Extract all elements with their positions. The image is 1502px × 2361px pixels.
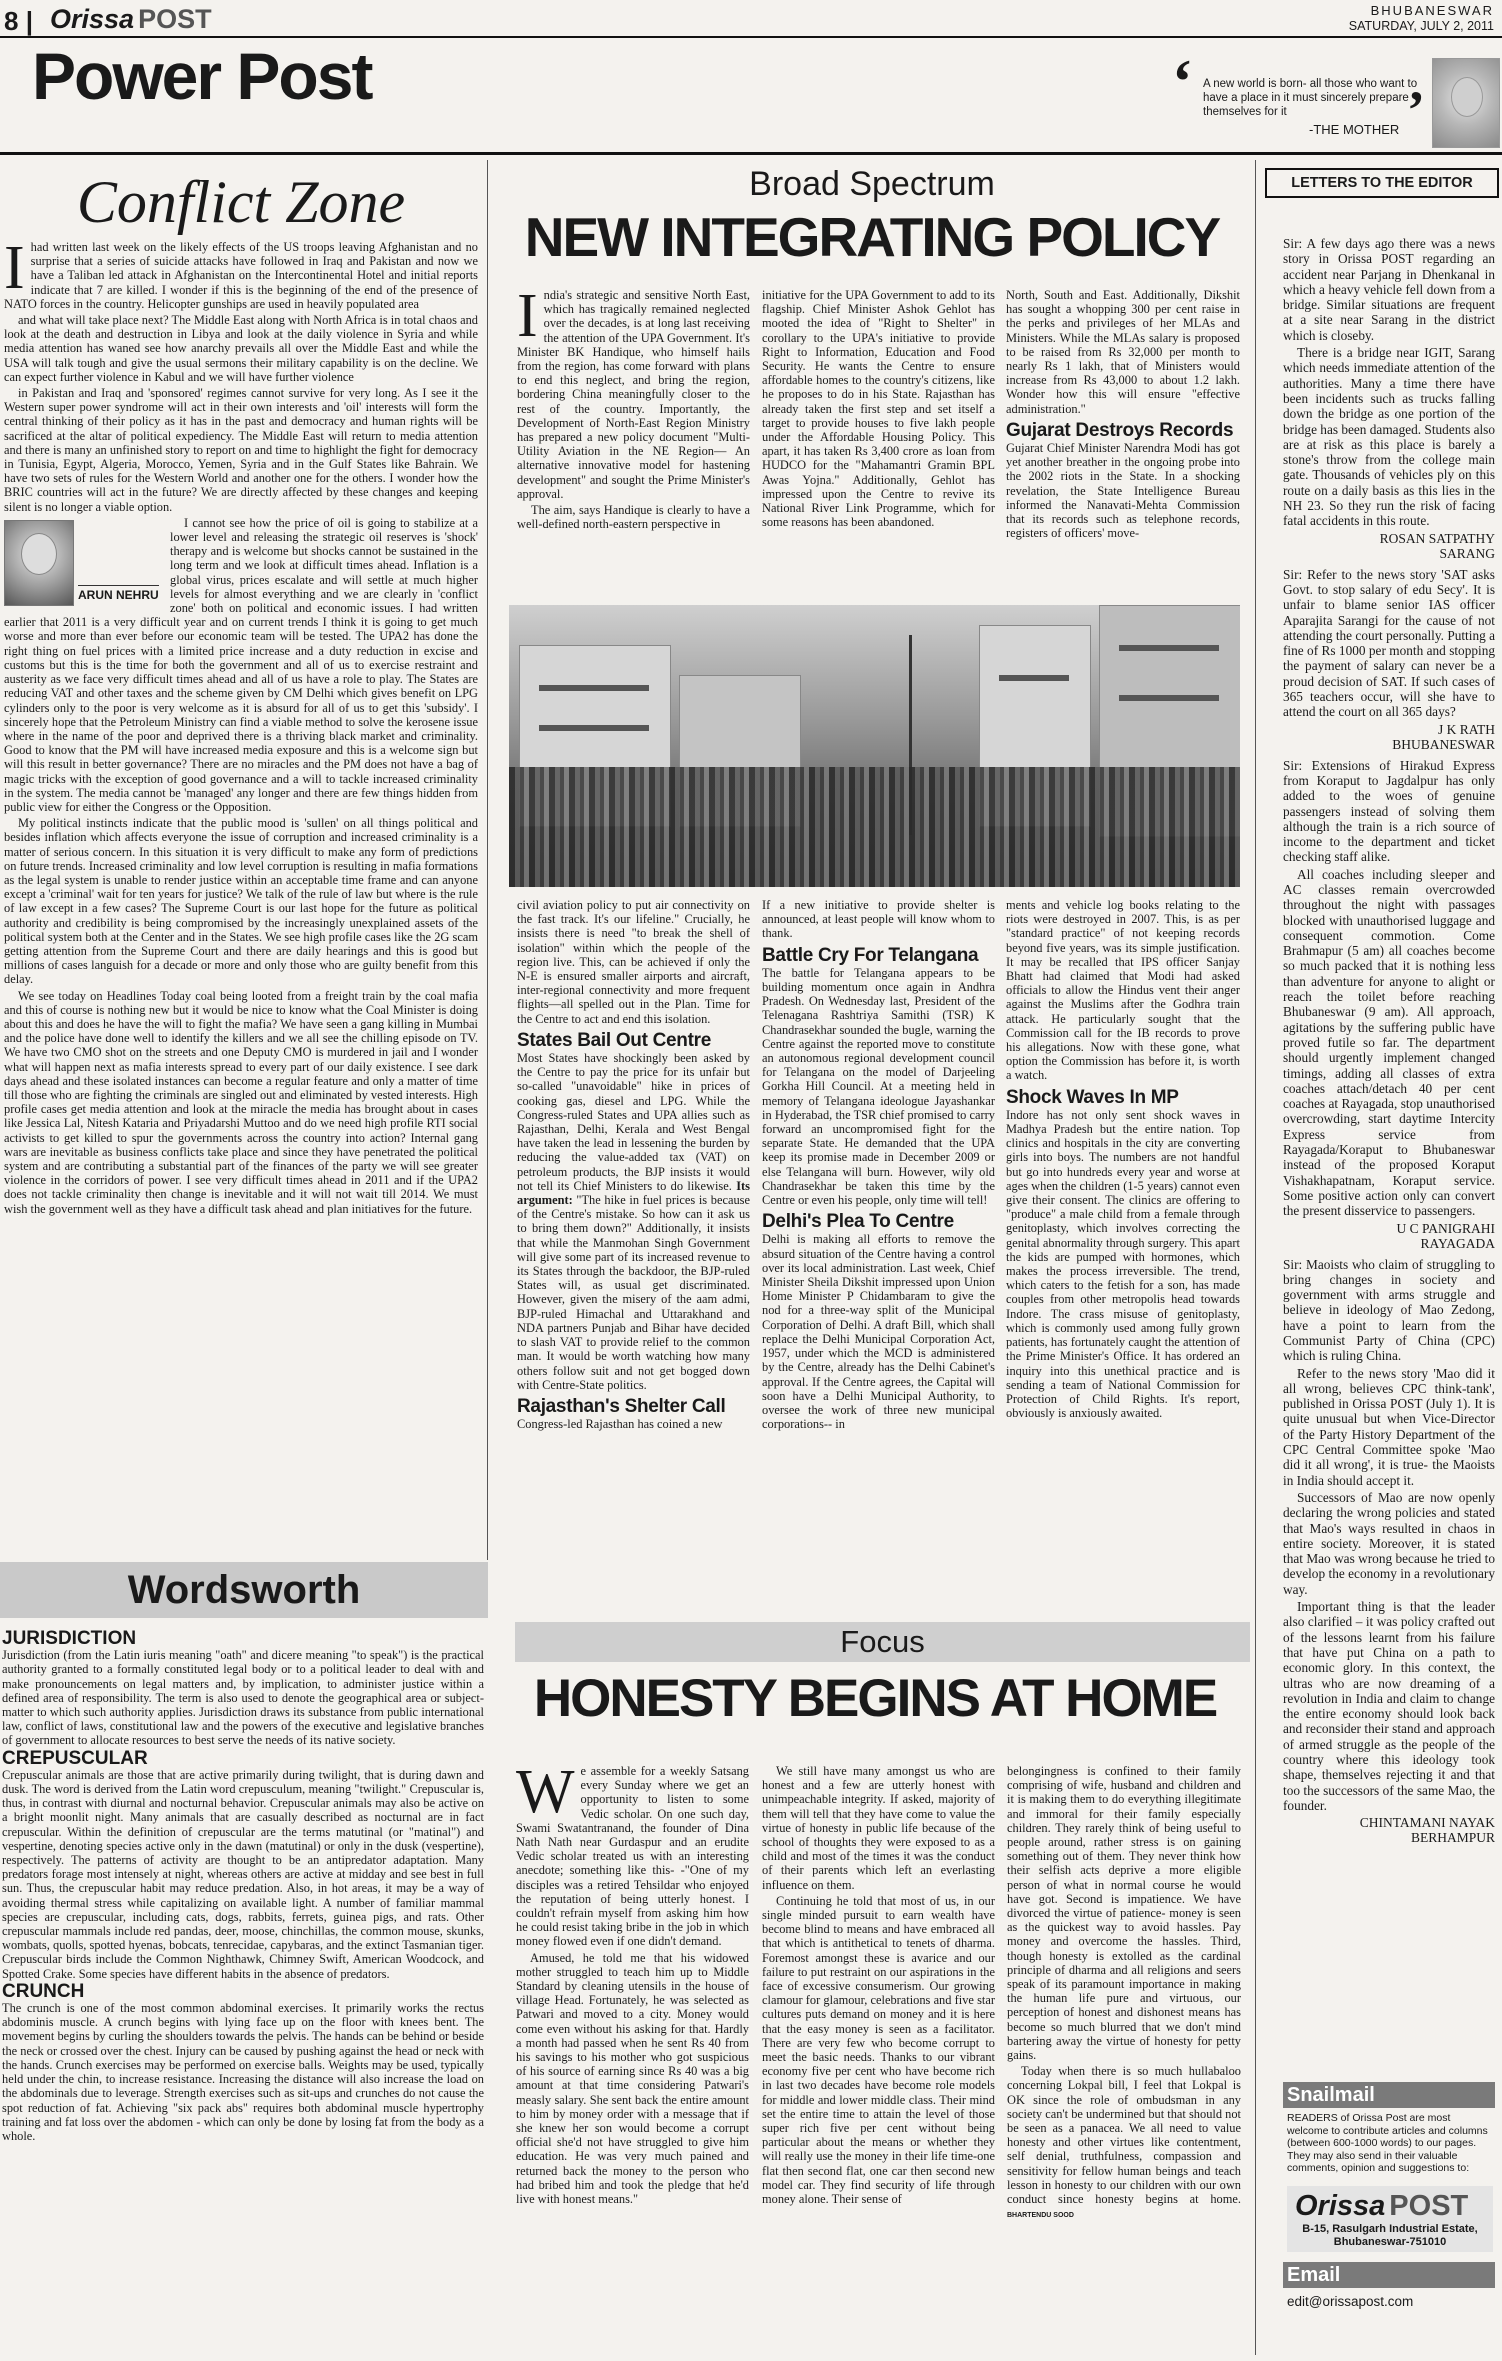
term-crepuscular: CREPUSCULAR (2, 1747, 148, 1769)
quote-author: -THE MOTHER (1309, 122, 1400, 137)
focus-col2: We still have many amongst us who are honest and a few are utterly honest with unimpeachable integrity. If asked, majority of them will tell that they have come to value the virtue of honesty in public life because of the school of thoughts they were exposed to as a child and most of the times it was the conduct of their parents which left an everlasting influence on them. Continuing he told that most of us, in our single minded pursuit to earn wealth have become blind to means and have embraced all that which is antithetical to tenets of dharma. Foremost amongst these is avarice and our failure to put restraint on our aspirations in the face of excessive consumerism. Our growing clamour for glamour, celebrations and five star cultures puts demand on money and it is here that the easy money is seen as a facilitator. There are very few who become corrupt to meet the basic needs. Thanks to our vibrant economy five per cent who have become rich in last two decades have become role models for middle and lower middle class. Their mind set the entire time to attain the level of those super rich five per cent without being particular about the means or whether they will really use the money in their life time-one flat then second flat, one car then second new model car. They find security of life through money alone. Their sense of (762, 1764, 995, 2207)
broad-lower-col3: ments and vehicle log books relating to the riots were destroyed in 2007. This, is as per "standard practice" of not keeping records beyond five years, was its simple justification. It may be recalled that IPS officer Sanjay Bhatt had claimed that Modi had asked officials to allow the Hindus vent their anger against the Muslims after the Godhra train attack. He particularly sought that the Commission call for the IB records to prove his allegations. Now with these gone, what option the Commission has before it, is worth a watch. Shock Waves In MP Indore has not only sent shock waves in Madhya Pradesh but the entire nation. Top clinics and hospitals in the city are converting girls into boys. The numbers are not handful but go into hundreds every year and worse at ages when the children (1-5 years) cannot even give their consent. The clinics are offering to "produce" a male child from a female through genitoplasty, which involves correcting the genital abnormality through surgery. This apart the kids are pumped with hormones, which makes the process irreversible. The trend, which caters to the fetish for a son, has made couples from other metropolis head towards Indore. The crass misuse of genitoplasty, which is commonly used among fully grown patients, has fortunately caught the attention of the Prime Minister's Office. It has ordered an inquiry into this unethical practice and is sending a team of National Commission for Protection of Child Rights. It's report, obviously is anxiously awaited. (1006, 898, 1240, 1421)
broad-col1: India's strategic and sensitive North East, which has tragically remained neglected over the decades, is at long last receiving the attention of the UPA Government. It's Minister BK Handique, who himself hails from the region, has come forward with plans to end this neglect, and bring the region, bordering China meaningfully closer to the rest of the country. Importantly, the Development of North-East Region Ministry has prepared a new policy document "Multi-Utility Aviation in the NE Region— An alternative innovative model for hastening development" and sought the Prime Minister's approval. The aim, says Handique is clearly to have a well-defined north-eastern perspective in (517, 282, 750, 532)
broad-lower-col1: civil aviation policy to put air connectivity on the fast track. It's our lifeline." Crucially, he insists there is need "to break the shell of isolation" within which the people of the region live. This, can be achieved if only the N-E is ensured smaller airports and aircraft, inter-regional connectivity and more frequent flights—all spelled out in the Plan. Time for the Centre to act and end this isolation. States Bail Out Centre Most States have shockingly been asked by the Centre to pay the price for its unfair but so-called "unavoidable" hike in prices of cooking gas, diesel and LPG. While the Congress-ruled States and UPA allies such as Rajasthan, Delhi, Kerala and West Bengal have taken the lead in lessening the burden by reducing the value-added tax (VAT) on petroleum products, the BJP insists it would not tell its Chief Ministers to do likewise. Its argument: "The hike in fuel prices is because of the Centre's mistake. So how can it ask us to bring them down?" Additionally, it insists that while the Manmohan Singh Government will give some part of its increased revenue to its States through the backdoor, the BJP-ruled States will, as usual get discriminated. However, given the misery of the aam admi, BJP-ruled Himachal and Uttarakhand and NDA partners Punjab and Bihar have decided to slash VAT to provide relief to the common man. It would be worth watching how many others follow suit and not get bogged down with Centre-State politics. Rajasthan's Shelter Call Congress-led Rajasthan has coined a new (517, 898, 750, 1432)
logo-italic: Orissa (50, 4, 135, 34)
header-bottom-rule (0, 152, 1502, 155)
column-divider (1255, 160, 1256, 2355)
date: SATURDAY, JULY 2, 2011 (1348, 19, 1494, 33)
subhead-shock: Shock Waves In MP (1006, 1086, 1179, 1108)
focus-col3: belongingness is confined to their family comprising of wife, husband and children and it is making them to do everything illegitimate and immoral for their family especially children. They rarely think of being useful to people around, rather stress is on gaining something out of them. They never think how their selfish acts deprive a more eligible person of what in normal course he would have got. Second is impatience. We have divorced the virtue of patience- money is seen as the quickest way to avoid hassles. Pay money and overcome the hassles. Third, though honesty is extolled as the cardinal principle of dharma and all religions and seers speak of its paramount importance in making the human life pure and virtuous, our perception of honest and dishonest means has become so much blurred that we don't mind bartering away the virtue of honesty for petty gains. Today when there is so much hullabaloo concerning Lokpal bill, I feel that Lokpal is OK since the role of ombudsman in any society can't be undermined but that should not be seen as a panacea. We all need to value honesty and other virtues like contentment, self denial, truthfulness, compassion and sensitivity for fellow human beings and teach lesson in honesty to our children with our own conduct since honesty begins at home. BHARTENDU SOOD (1007, 1764, 1241, 2220)
page-number: 8 | (4, 6, 33, 36)
focus-headline: HONESTY BEGINS AT HOME (533, 1669, 1217, 1728)
the-mother-photo (1432, 58, 1500, 148)
focus-author: BHARTENDU SOOD (1007, 2212, 1074, 2220)
broad-col2: initiative for the UPA Government to add to its flagship. Chief Minister Ashok Gehlot has mooted the idea of "Right to Shelter" in corollary to the UPA's initiative to provide Right to Information, Education and Food Security. He wants the Centre to ensure affordable homes to the country's citizens, like he proposes to do in his State. Rajasthan has already taken the first step and set itself a target to provide houses to five lakh people under the Affordable Housing Policy. This apart, it has taken Rs 3,400 crore as loan from HUDCO for the "Mahamantri Gramin BPL Awas Yojna." Additionally, Gehlot has impressed upon the Centre to revive its National River Link Programme, which for some reasons has been abandoned. (762, 288, 995, 530)
letter-1: Sir: A few days ago there was a news story in Orissa POST regarding an accident near Parjang in Dhenkanal in which a heavy vehicle fell down from a bridge. Similar situations are frequent at a site near Sarang in the district which is closeby. There is a bridge near IGIT, Sarang which needs immediate attention of the authorities. Many a time there have been incidents such as trucks falling down the bridge as one portion of the bridge has been damaged. Students also are at risk as this place is barely a stone's throw from the college main gate. Thousands of vehicles ply on this route on a daily basis as this lies in the NH 23. So they run the risk of facing fatal accidents in this route. ROSAN SATPATHY SARANG (1283, 236, 1495, 561)
broad-kicker: Broad Spectrum (749, 165, 995, 203)
quote-mark-close: ’ (1407, 80, 1425, 140)
subhead-gujarat: Gujarat Destroys Records (1006, 419, 1234, 441)
letters-title: LETTERS TO THE EDITOR (1265, 168, 1499, 198)
wordsworth-body (2, 1628, 484, 2145)
wordsworth-title: Wordsworth (127, 1568, 361, 1612)
email-link[interactable]: edit@orissapost.com (1287, 2294, 1414, 2309)
city: BHUBANESWAR (1370, 3, 1494, 18)
article-title: Conflict Zone (76, 169, 406, 235)
column-divider (487, 160, 488, 1560)
focus-col1: We assemble for a weekly Satsang every Sunday where we get an opportunity to listen to some Vedic scholar. On one such day, Swami Swatantranand, the founder of Dina Nath Nath near Gurdaspur and an erudite Vedic scholar treated us with an interesting anecdote; something like this- -"One of my disciples was a retired Tehsildar who enjoyed the reputation of being utterly honest. I couldn't refrain myself from asking him how he could resist taking bribe in the job in which money flowed even if one didn't demand. Amused, he told me that his widowed mother struggled to teach him up to Middle Standard by cleaning utensils in the house of village Head. Fortunately, he was selected as Patwari and moved to a city. Money would come even without his asking for that. Hardly a month had passed when he sent Rs 40 from his savings to his mother who got suspicious of his source of earning since Rs 40 was a big amount at that time considering Patwari's measly salary. She sent back the entire amount to him by money order with a message that if she knew her son would become a corrupt official she'd not have struggled to give him education. He was very much pained and returned back the money to the person who had bribed him and took the pledge that he'd live with honest means." (516, 1758, 749, 2207)
street-photo (509, 605, 1240, 887)
broad-lower-col2: If a new initiative to provide shelter is announced, at least people will know whom to thank. Battle Cry For Telangana The battle for Telangana appears to be building momentum once again in Andhra Pradesh. On Wednesday last, President of the Telenagana Rashtriya Samithi (TSR) K Chandrasekhar sounded the bugle, warning the Centre against the reported move to constitute an autonomous regional development council for Telangana on the model of Darjeeling Gorkha Hill Council. At a meeting held in memory of Telangana ideologue Jayashankar in Hyderabad, the TSR chief promised to carry forward an uncompromised fight for the separate State. He demanded that the UPA keep its promise made in December 2009 or else Telangana will burn. However, wily old Chandrasekhar be taken this time by the Centre or even his people, only time will tell! Delhi's Plea To Centre Delhi is making all efforts to remove the absurd situation of the Centre having a control over its local administration. Last week, Chief Minister Sheila Dikshit impressed upon Union Home Minister P Chidambaram to give the nod for a three-way split of the Municipal Corporation of Delhi. A draft Bill, which shall replace the Delhi Municipal Corporation Act, 1957, under which the MCD is administered by the Centre, already has the Delhi Cabinet's approval. If the Centre agrees, the Capital will soon have a Delhi Municipal Authority, to oversee the work of three new municipal corporations-- in (762, 898, 995, 1432)
definition: Crepuscular animals are those that are active primarily during twilight, that is during dawn and dusk. The word is derived from the Latin word crepusculum, meaning "twilight." Crepuscular is, thus, in contrast with diurnal and nocturnal behavior. Crepuscular animals may also be active on a bright moonlit night. Many animals that are casually described as nocturnal are in fact crepuscular. Within the definition of crepuscular are the terms matutinal (or "matinal") and vespertine, denoting species active only in the dawn (matutinal) or only in the dusk (vespertine), respectively. The patterns of activity are thought to be an antipredator adaptation. Many predators forage most intensely at night, whereas others are active at midday and see best in full sun. Thus, the crepuscular habit may reduce predation. Also, in hot areas, it may be a way of avoiding thermal stress while capitalizing on available light. A number of familiar mammal species are crepuscular, including cats, dogs, rabbits, ferrets, guinea pigs, and rats. Other crepuscular mammals include red pandas, deer, moose, chinchillas, the common mouse, skunks, wombats, quolls, spotted hyenas, bobcats, tenrecidae, capybaras, and the extinct Tasmanian tiger. Crepuscular birds include the Common Nighthawk, Chimney Swift, American Woodcock, and Spotted Crake. Some species have different habits in the absence of predators. (2, 1767, 484, 1981)
section-title: Power Post (32, 39, 372, 113)
address-box (1287, 2186, 1493, 2252)
letter-3: Sir: Extensions of Hirakud Express from Koraput to Jagdalpur has only added to the woes of genuine passengers instead of solving them although the train is a rich source of income to the department and ticket checking staff alike. All coaches including sleeper and AC classes remain overcrowded throughout the night with passages blocked with unauthorised luggage and consequent commotion. Come Brahmapur (5 am) all coaches become so much packed that it is nothing less than adventure for anyone to alight or reach the toilet before reaching Bhubaneswar (9 am). All approach, agitations by the suffering public have proved futile so far. The department should urgently implement changed timings, adding all classes of extra coaches attach/detach 40 per cent coaches at Rayagada, stop unauthorised overcrowding, start daytime Intercity Express service from Rayagada/Koraput to Bhubaneswar instead of the proposed Koraput Vishakhapatnam, Koraput service. Some positive action only can convert the present disservice to passengers. U C PANIGRAHI RAYAGADA (1283, 757, 1495, 1251)
dropcap: I (517, 282, 538, 350)
definition: Jurisdiction (from the Latin iuris meaning "oath" and dicere meaning "to speak") is the practical authority granted to a formally constituted legal body or to a political leader to deal with and make pronouncements on legal matters and, by implication, to administer justice within a defined area of responsibility. The term is also used to denote the geographical area or subject-matter to which such authority applies. Jurisdiction draws its substance from public international law, conflict of laws, constitutional law and the powers of the executive and legislative branches of government to allocate resources to best serve the needs of its native society. (2, 1648, 484, 1748)
term-crunch: CRUNCH (2, 1980, 85, 2002)
author-photo (4, 520, 74, 606)
quote-mark-open: ‘ (1172, 48, 1193, 116)
subhead-rajasthan: Rajasthan's Shelter Call (517, 1395, 726, 1417)
subhead-states: States Bail Out Centre (517, 1029, 712, 1051)
quote-text: A new world is born- all those who want to have a place in it must sincerely prepare themselves for it (1203, 78, 1418, 118)
paper-logo: Orissa POST (1295, 2190, 1469, 2222)
snailmail-text: READERS of Orissa Post are most welcome to contribute articles and columns (between 600-1000 words) to our pages. They may also send in their valuable comments, opinion and suggestions to: (1287, 2112, 1488, 2174)
broad-col3: North, South and East. Additionally, Dikshit has sought a whopping 300 per cent raise in the perks and privileges of her MLAs and Ministers. While the MLAs salary is proposed to be raised from Rs 32,000 per month to nearly Rs 1 lakh, that of Ministers would increase from Rs 43,000 to about 1.2 lakh. Wonder how this will ensure "effective administration." Gujarat Destroys Records Gujarat Chief Minister Narendra Modi has got yet another breather in the ongoing probe into the 2002 riots in the State. In a shocking revelation, the State Intelligence Bureau informed the Nanavati-Mehta Commission that its records such as telephone records, registers of officers' move- (1006, 288, 1240, 541)
author-name: ARUN NEHRU (78, 585, 159, 602)
letter-2: Sir: Refer to the news story 'SAT asks Govt. to stop salary of edu Secy'. It is unfair to blame senior IAS officer Aparajita Sarangi for the cause of not attending the court personally. Putting a fine of Rs 1000 per month and stopping the payment of salary can never be a proud decision of SAT. If such cases of 365 teachers occur, will she have to attend the court on all 365 days? J K RATH BHUBANESWAR (1283, 566, 1495, 752)
dropcap: I (4, 234, 25, 302)
focus-banner (515, 1622, 1250, 1662)
email-title: Email (1283, 2262, 1495, 2288)
wordsworth-banner (0, 1562, 488, 1618)
conflict-zone-article (0, 160, 482, 1555)
broad-headline: NEW INTEGRATING POLICY (524, 206, 1220, 268)
term-jurisdiction: JURISDICTION (2, 1628, 137, 1649)
subhead-delhi: Delhi's Plea To Centre (762, 1211, 954, 1233)
dropcap: W (516, 1758, 575, 1826)
focus-kicker: Focus (840, 1624, 925, 1659)
paper-logo-small (50, 4, 212, 35)
author-box (4, 520, 162, 610)
article-body: Ihad written last week on the likely effects of the US troops leaving Afghanistan and no surprise that a series of suicide attacks have followed in Iraq and Pakistan and now we have a Taliban led attack in Afghanistan on the Intercontinental Hotel and initial reports indicate that 7 are killed. I wonder if this is the beginning of the end of the presence of NATO forces in the country. Helicopter gunships are used in heavily populated area and what will take place next? The Middle East along with North Africa is in total chaos and look at the death and destruction in Libya and look at the daily violence in Syria and while media attention has waned see how anarchy prevails all over the Middle East and while the USA will talk tough and give the usual sermons their military capability is on the decline. We can expect further violence in Kabul and we will have further violence in Pakistan and Iraq and 'sponsored' regimes cannot survive for very long. As I see it the Western super power syndrome will act in their own interests and 'oil' interests will form the central thinking of their policy as it has in the past and democracy and human rights will be sacrificed at the altar of political expediency. The Middle East will return to media attention and there is many an unfinished story to report on and time to highlight the fight for democracy in Tunisia, Egypt, Algeria, Morocco, Yemen, Syria and in the Gulf States like Bahrain. We have two sets of rules for the Western World and another one for the others. I wonder how the BRIC countries will act in the future? We are directly affected by these changes and keeping silent is no longer a viable option. ARUN NEHRU I cannot see how the price of oil is going to stabilize at a lower level and releasing the strategic oil reserves is 'shock' therapy and is welcome but shocks cannot be sustained in the long term and we look at difficult times ahead. Inflation is a global virus, prices escalate and will settle at much higher levels for almost everything and we are clearly in 'conflict zone' both on political and economic issues. I had written earlier that 2011 is a very difficult year and on current trends I think it is going to get much worse and more than ever before our economic team will be tested. The UPA2 has done the right thing on fuel prices with a limited price increase and a duty reduction in excise and customs but this is the time for both the government and all of us to exercise restraint and austerity as we face very difficult times ahead and all of us have a role to play. The States are reducing VAT and other taxes and the scheme given by CM Delhi which gives benefit on LPG cylinders only to the poor is very welcome as it is absurd for all of us to get this 'subsidy'. I sincerely hope that the Petroleum Ministry can find a viable method to solve the kerosene issue where in the name of the poor and deprived there is a thriving black market and criminality. Good to know that the PM will have increased media exposure and this is a welcome sign but will this result in better governance? There are no miracles and the PM does not have a bag of magic tricks with the exception of good governance and a will to tackle increased criminality in the system. The media cannot be 'managed' any longer and there are few things hidden from public view for either the Congress or the Opposition. My political instincts indicate that the public mood is 'sullen' on all things political and besides inflation which affects everyone the issue of corruption and increased criminality is a matter of serious concern. In this situation it is very difficult to make any form of predictions on future trends. Increased criminality and low level corruption is resulting in mafia formations as the legal system is unable to render justice within an acceptable time frame and can anyone except a 'criminal' wait for ten years for justice? We talk of the rule of law but where is the rule of law except in a few cases? The Supreme Court is our last hope for the future as political authority and credibility is being compromised by the increasingly unexplained assets of the political system both at the Center and in the States. We see high profile cases like the 2G scam getting attention from the Supreme Court and there are daily hearings and this is good but millions of cases languish for a decade or more and only those who are guilty benefit from this delay. We see today on Headlines Today coal being looted from a freight train by the coal mafia and this of course is nothing new but it would be nice to know what the Coal Minister is doing about this and does he have the will to fight the mafia? We have seen a gang killing in Mumbai and the police have done well to identify the killers and we all see the chilling episode on TV. We have two CMO shot on the streets and one Deputy CMO is murdered in jail and I wonder what will happen next as mafia interests spread to every part of our daily existence. I see dark days ahead and these isolated instances can become a regular feature and only a matter of time till those who are fighting the criminals are singled out and eliminated by vested interests. High profile cases get media attention and look at the miracle the media has brought about in cases like Jessica Lal, Nitesh Kataria and Priyadarshi Muttoo and do we need high profile RTI social activists to get killed to spur the governments across the country into action? Internal gang wars are inevitable as business conflicts take place and since they have penetrated the political system and are contributing a substantial part of the finances of the party we will see greater violence in the corridors of power. I see very difficult times ahead in 2011 and if the UPA2 does not tackle criminality then change is inevitable and it will not wait till 2014. We must wish the government well as they have a difficult task ahead and plan initiatives for the future. (4, 234, 478, 1216)
subhead-telangana: Battle Cry For Telangana (762, 944, 979, 966)
letter-4: Sir: Maoists who claim of struggling to bring changes in society and government with arms struggle and believe in ideology of Mao Zedong, have a point to learn from the Communist Party of China (CPC) which is ruling China. Refer to the news story 'Mao did it all wrong, believes CPC think-tank', published in Orissa POST (July 1). It is quite unusual but when Vice-Director of the Party History Department of the CPC Central Committee spoke 'Mao did it all wrong', it is true- the Maoists in India should accept it. Successors of Mao are now openly declaring the wrong policies and stated that Mao's ways resulted in chaos in entire society. Moreover, it is stated that Mao was wrong because he tried to develop the economy in a revolutionary way. Important thing is that the leader also clarified – it was policy crafted out of the lessons learnt from his failure that have put China on a path to economic glory. In this context, the ultras who are now dreaming of a revolution in India and claim to change the entire economy should look back and reconsider their stand and approach of armed struggle as the people of the country where this ideology took shape, themselves rejecting it and that too the successors of the same Mao, the founder. CHINTAMANI NAYAK BERHAMPUR (1283, 1256, 1495, 1846)
snailmail-title: Snailmail (1283, 2082, 1495, 2108)
letters-body (1283, 236, 1495, 1851)
definition: The crunch is one of the most common abdominal exercises. It primarily works the rectus abdominis muscle. A crunch begins with lying face up on the floor with knees bent. The movement begins by curling the shoulders towards the pelvis. The hands can be behind or beside the neck or crossed over the chest. Injury can be caused by pushing against the head or neck with the hands. Crunch exercises may be performed on exercise balls. Weights may be used, typically held under the chin, to increase resistance. Increasing the distance will also increase the load on the abdominals due to leverage. Strength exercises such as sit-ups and crunches do not cause the spot reduction of fat. Achieving "six pack abs" requires both abdominal muscle hypertrophy training and fat loss over the abdomen - which can only be done by losing fat from the body as a whole. (2, 2001, 484, 2143)
address: B-15, Rasulgarh Industrial Estate, Bhubaneswar-751010 (1302, 2223, 1478, 2248)
logo-bold: POST (138, 4, 212, 34)
